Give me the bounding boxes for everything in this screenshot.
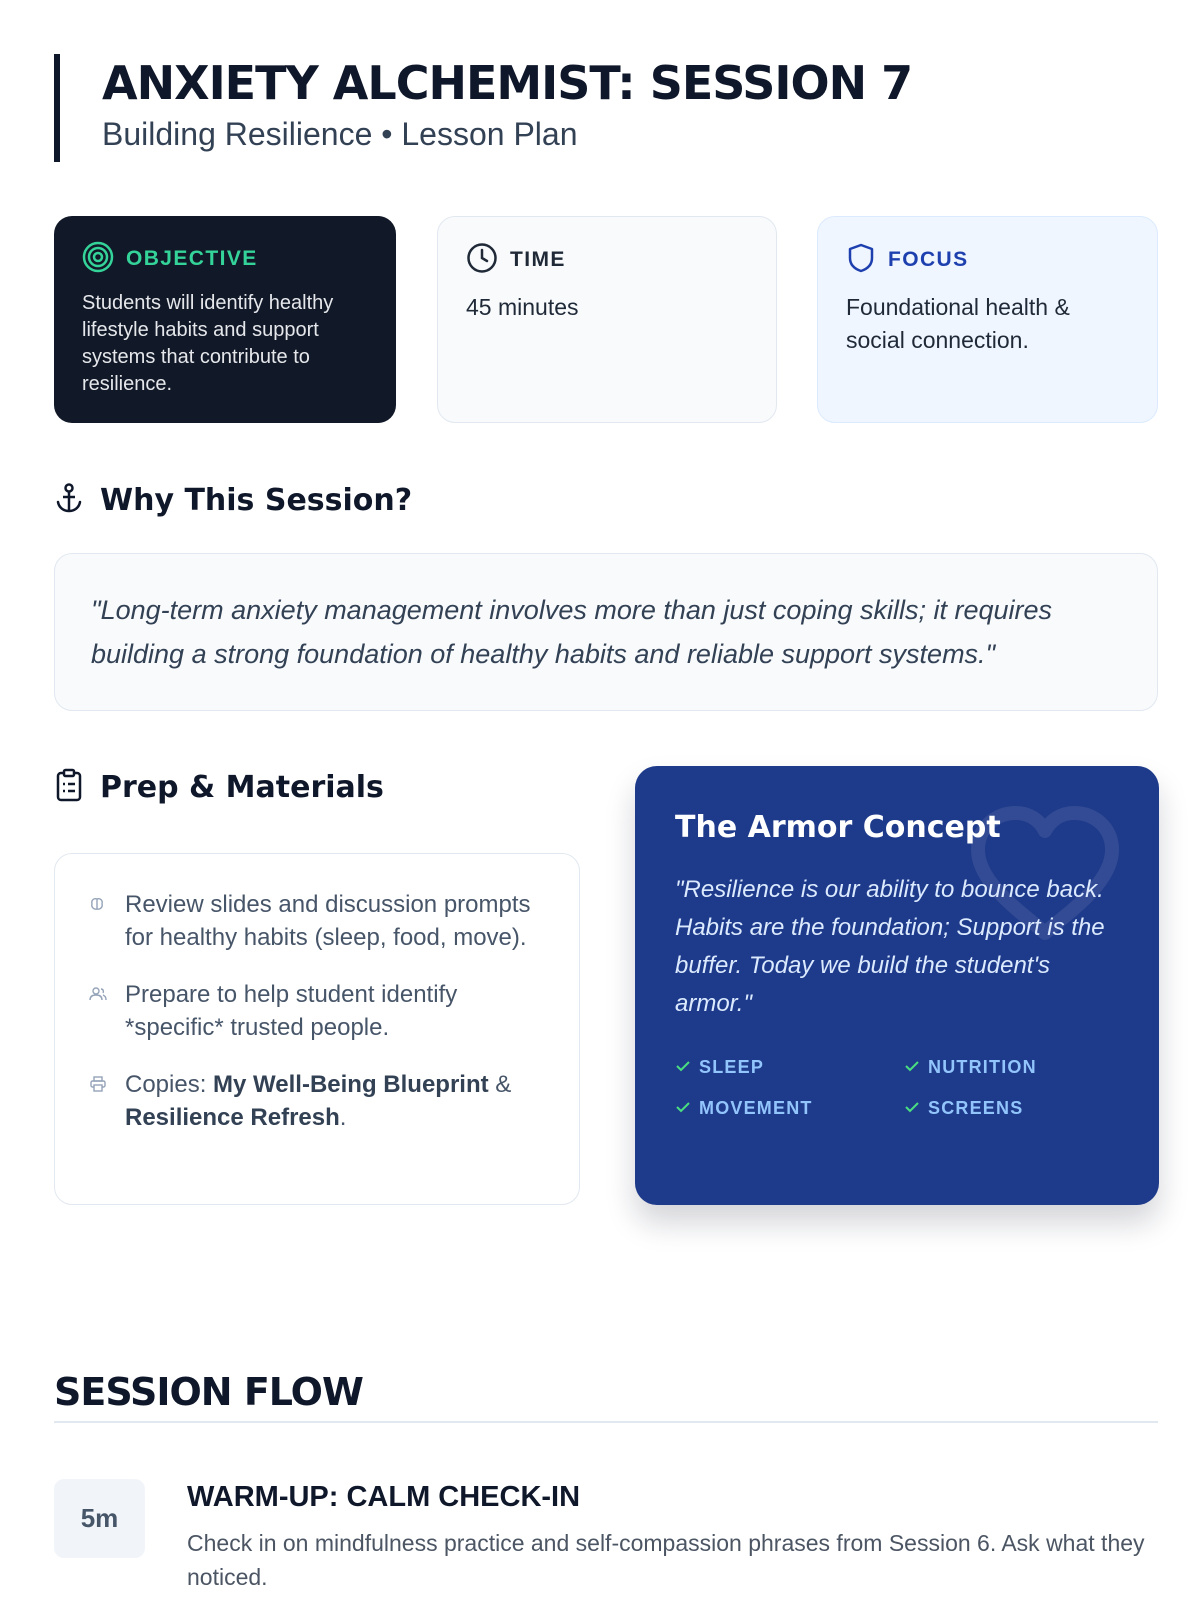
step-duration-badge: 5m — [54, 1479, 145, 1558]
list-item — [89, 978, 545, 1044]
armor-tag: SLEEP — [675, 1057, 904, 1078]
prep-item-text: Prepare to help student identify *specific* trusted people. — [125, 981, 458, 1041]
objective-card — [54, 216, 396, 423]
why-heading-text: Why This Session? — [100, 483, 413, 518]
prep-list — [54, 853, 580, 1205]
armor-tag: NUTRITION — [904, 1057, 1133, 1078]
armor-tags — [675, 1057, 1119, 1119]
page-title: ANXIETY ALCHEMIST: SESSION 7 — [102, 56, 913, 110]
time-label: TIME — [510, 248, 566, 271]
prep-item-text: Copies: My Well-Being Blueprint & Resilience Refresh. — [125, 1071, 512, 1131]
target-icon — [82, 241, 114, 278]
printer-icon — [89, 1076, 107, 1134]
handout-name: My Well-Being Blueprint — [213, 1071, 489, 1098]
focus-label: FOCUS — [888, 248, 969, 271]
why-quote: "Long-term anxiety management involves more than just coping skills; it requires building a strong foundation of healthy habits and reliable support systems." — [91, 595, 1053, 669]
prep-heading-text: Prep & Materials — [100, 770, 384, 805]
check-icon — [904, 1057, 920, 1078]
clipboard-icon — [54, 768, 84, 807]
shield-icon — [846, 242, 876, 279]
clock-icon — [466, 242, 498, 279]
armor-tag: MOVEMENT — [675, 1098, 904, 1119]
time-card — [437, 216, 777, 423]
users-icon — [89, 986, 107, 1044]
armor-tag: SCREENS — [904, 1098, 1133, 1119]
focus-text: Foundational health & social connection. — [846, 294, 1070, 353]
why-heading — [54, 482, 412, 519]
prep-item-text: Review slides and discussion prompts for healthy habits (sleep, food, move). — [125, 891, 531, 951]
divider — [54, 1421, 1158, 1423]
objective-text: Students will identify healthy lifestyle habits and support systems that contribute to resilience. — [82, 292, 334, 395]
step-description: Check in on mindfulness practice and self-compassion phrases from Session 6. Ask what they noticed. — [187, 1530, 1145, 1590]
check-icon — [904, 1098, 920, 1119]
armor-title: The Armor Concept — [675, 810, 1001, 845]
list-item — [89, 1068, 545, 1134]
page-subtitle: Building Resilience • Lesson Plan — [102, 116, 578, 152]
brain-icon — [89, 896, 107, 954]
prep-heading — [54, 768, 384, 807]
objective-label: OBJECTIVE — [126, 247, 258, 270]
time-text: 45 minutes — [466, 294, 579, 320]
step-title: WARM-UP: CALM CHECK-IN — [187, 1481, 581, 1513]
check-icon — [675, 1057, 691, 1078]
page-header — [54, 54, 912, 162]
armor-quote: "Resilience is our ability to bounce back. Habits are the foundation; Support is the buffer. Today we build the student's armor." — [675, 876, 1105, 1017]
list-item — [89, 888, 545, 954]
focus-card — [817, 216, 1158, 423]
check-icon — [675, 1098, 691, 1119]
why-quote-box — [54, 553, 1158, 711]
heart-icon — [968, 805, 1122, 945]
anchor-icon — [54, 482, 84, 519]
session-flow-title: SESSION FLOW — [54, 1370, 363, 1414]
handout-name: Resilience Refresh — [125, 1104, 340, 1131]
